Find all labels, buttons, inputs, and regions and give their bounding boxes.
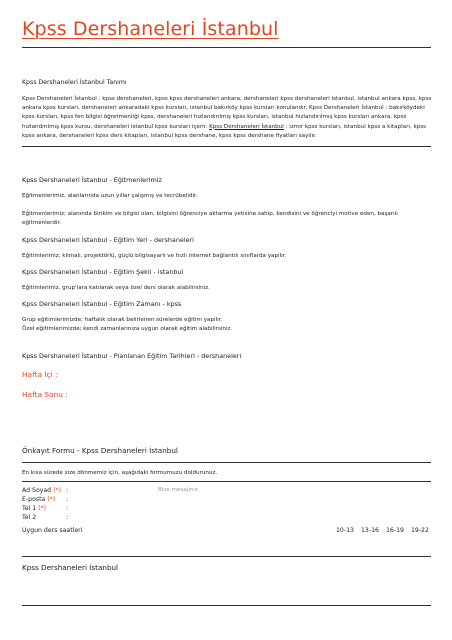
place-paragraph: Eğitimlerimiz; klimalı, projektörlü, güçlü bilgisayarlı ve hızlı internet bağlantılı sınıflarda yapılır. xyxy=(22,253,287,259)
instructors-p1: Eğitmenlerimiz, alanlarında uzun yıllar çalışmış ve tecrübelidir. xyxy=(22,193,198,199)
field-label: Tel 2 xyxy=(22,514,37,521)
field-colon: : xyxy=(66,505,69,512)
form-field-phone1[interactable] xyxy=(22,505,46,512)
time-heading: Kpss Dershaneleri İstanbul - Eğitim Zamanı - kpss xyxy=(22,300,182,308)
form-field-phone2[interactable] xyxy=(22,514,36,521)
field-label: Tel 1 xyxy=(22,505,37,512)
divider xyxy=(22,462,431,463)
required-mark: (*) xyxy=(38,505,47,512)
intro-link[interactable]: Kpss Dershaneleri İstanbul xyxy=(209,123,284,130)
divider xyxy=(22,556,431,557)
field-label: E-posta xyxy=(22,496,46,503)
form-intro: En kısa sürede size dönmemiz için, aşağıdaki formumuzu doldurunuz. xyxy=(22,470,218,476)
form-heading: Önkayıt Formu - Kpss Dershaneleri İstanbul xyxy=(22,446,178,455)
hour-option[interactable]: 16-19 xyxy=(385,527,404,534)
intro-heading: Kpss Dershaneleri İstanbul Tanımı xyxy=(22,79,127,86)
message-textarea[interactable]: Bize mesajınız xyxy=(158,487,198,493)
schedule-heading: Kpss Dershaneleri İstanbul - Planlanan Eğitim Tarihleri - dershaneleri xyxy=(22,352,242,360)
intro-paragraph xyxy=(22,95,432,141)
field-colon: : xyxy=(66,514,69,521)
required-mark: (*) xyxy=(47,496,56,503)
form-field-name[interactable] xyxy=(22,487,61,494)
hours-options xyxy=(336,527,429,534)
time-paragraph-1: Grup eğitimlerimizde; haftalık olarak belirlenen sürelerde eğitim yapılır. xyxy=(22,317,223,323)
field-label: Ad Soyad xyxy=(22,487,52,494)
field-colon: : xyxy=(66,487,69,494)
hour-option[interactable]: 10-13 xyxy=(336,527,354,534)
divider xyxy=(22,605,431,606)
style-heading: Kpss Dershaneleri İstanbul - Eğitim Şekli - istanbul xyxy=(22,268,184,276)
footer-title: Kpss Dershaneleri İstanbul xyxy=(22,563,119,572)
instructors-p2: Eğitmenlerimiz; alanında birikim ve bilgisi olan, bilgisini öğrenciye aktarma yetisine sahip, kendisini ve öğrenciyi motive eden, başarılı eğitmenlerdir. xyxy=(22,211,398,227)
divider xyxy=(22,47,431,48)
form-field-email[interactable] xyxy=(22,496,55,503)
intro-text-after: : izmir kpss kursları, istanbul kpss a kitapları, kpss kpss ankara, dershaneleri kpss ders kitapları, istanbul kpss dershane, kpss kpss dershane fiyatları sayılır. xyxy=(22,123,427,139)
hour-option[interactable]: 13-16 xyxy=(360,527,379,534)
divider xyxy=(22,146,431,147)
field-colon: : xyxy=(66,496,69,503)
divider xyxy=(22,481,431,482)
weekday-label: Hafta İçi : xyxy=(22,370,58,379)
weekend-label: Hafta Sonu : xyxy=(22,390,68,399)
time-paragraph-2: Özel eğitimlerimizde; kendi zamanlarınıza uygun olarak eğitim alabilirsiniz. xyxy=(22,326,233,332)
page-title: Kpss Dershaneleri İstanbul xyxy=(22,18,279,40)
hours-label: Uygun ders saatleri xyxy=(22,527,83,534)
required-mark: (*) xyxy=(53,487,62,494)
style-paragraph: Eğitimlerimiz, grup'lara katılarak veya özel ders olarak alabilirsiniz. xyxy=(22,285,210,291)
place-heading: Kpss Dershaneleri İstanbul - Eğitim Yeri - dershaneleri xyxy=(22,236,194,244)
instructors-heading: Kpss Dershaneleri İstanbul - Eğitmenlerimiz xyxy=(22,176,162,184)
intro-text-before: Kpss Dershaneleri İstanbul : kpss dershaneleri, kpss kpss dershaneleri ankara, dershaneleri kpss dershaneleri istanbul, istanbul ankara kpss, kpss ankara kpss kursları, dershaneleri ankaradaki kpss kursları, istanbul bakırköy kpss kursları konulandır. Kpss Dershaneleri İstanbul : bakırköydeki kpss kursları, kpss fen bilgisi öğretmenliği kpss, dershaneleri hızlandırılmış kpss kursları, istanbul hızlandırılmış kpss kursları ankara, kpss hızlandırılmış kpss kursu, dershaneleri istanbul kpss kursları içerir. xyxy=(22,96,432,130)
hour-option[interactable]: 19-22 xyxy=(410,527,429,534)
